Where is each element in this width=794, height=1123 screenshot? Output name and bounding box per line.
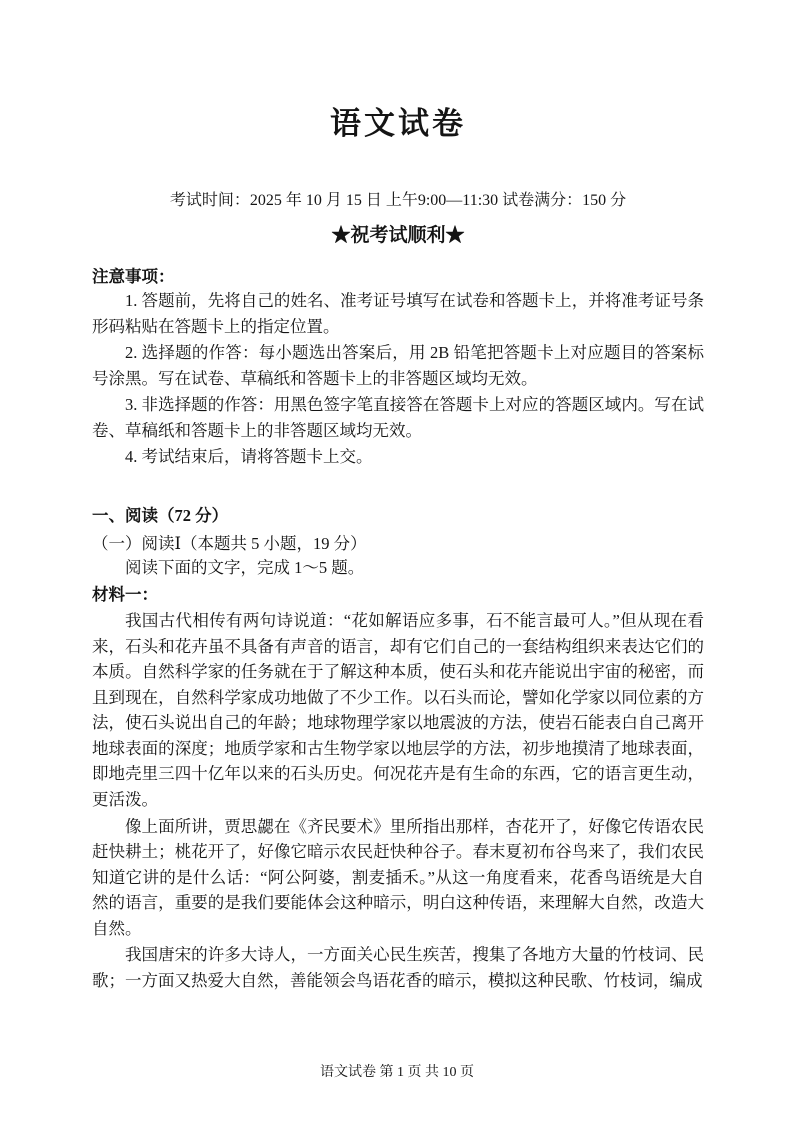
exam-info-line: 考试时间：2025 年 10 月 15 日 上午9:00—11:30 试卷满分：150 分 — [169, 192, 627, 209]
material-paragraph-3: 我国唐宋的许多大诗人，一方面关心民生疾苦，搜集了各地方大量的竹枝词、民歌；一方面又热爱大自然，善能领会鸟语花香的暗示，模拟这种民歌、竹枝词，编成 — [92, 945, 704, 990]
page-title: 语文试卷 — [330, 106, 466, 141]
material-one-heading: 材料一： — [92, 584, 158, 604]
notice-item-3: 3. 非选择题的作答：用黑色签字笔直接答在答题卡上对应的答题区域内。写在试卷、草稿纸和答题卡上的非答题区域均无效。 — [92, 395, 704, 440]
page-footer: 语文试卷 第 1 页 共 10 页 — [320, 1065, 474, 1080]
notice-item-2: 2. 选择题的作答：每小题选出答案后，用 2B 铅笔把答题卡上对应题目的答案标号涂黑。写在试卷、草稿纸和答题卡上的非答题区域均无效。 — [92, 343, 704, 388]
notice-heading: 注意事项： — [92, 267, 175, 286]
notice-item-1: 1. 答题前，先将自己的姓名、准考证号填写在试卷和答题卡上，并将准考证号条形码粘贴在答题卡上的指定位置。 — [92, 291, 704, 336]
reading-instruction: 阅读下面的文字，完成 1～5 题。 — [125, 557, 365, 577]
section-heading-reading: 一、阅读（72 分） — [92, 505, 229, 525]
blessing-line: ★祝考试顺利★ — [331, 225, 465, 246]
material-paragraph-2: 像上面所讲，贾思勰在《齐民要术》里所指出那样，杏花开了，好像它传语农民赶快耕土；桃花开了，好像它暗示农民赶快种谷子。春末夏初布谷鸟来了，我们农民知道它讲的是什么话：“阿公阿婆，割麦插禾。”从这一角度看来，花香鸟语统是大自然的语言，重要的是我们要能体会这种暗示，明白这种传语，来理解大自然，改造大自然。 — [92, 816, 704, 938]
material-paragraph-1: 我国古代相传有两句诗说道：“花如解语应多事，石不能言最可人。”但从现在看来，石头和花卉虽不具备有声音的语言，却有它们自己的一套结构组织来表达它们的本质。自然科学家的任务就在于了解这种本质，使石头和花卉能说出宇宙的秘密，而且到现在，自然科学家成功地做了不少工作。以石头而论，譬如化学家以同位素的方法，使石头说出自己的年龄；地球物理学家以地震波的方法，使岩石能表白自己离开地球表面的深度；地质学家和古生物学家以地层学的方法，初步地摸清了地球表面，即地壳里三四十亿年以来的石头历史。何况花卉是有生命的东西，它的语言更生动，更活泼。 — [92, 611, 704, 809]
subsection-heading-reading-1: （一）阅读Ⅰ（本题共 5 小题，19 分） — [92, 533, 367, 553]
notice-item-4: 4. 考试结束后，请将答题卡上交。 — [125, 447, 373, 467]
